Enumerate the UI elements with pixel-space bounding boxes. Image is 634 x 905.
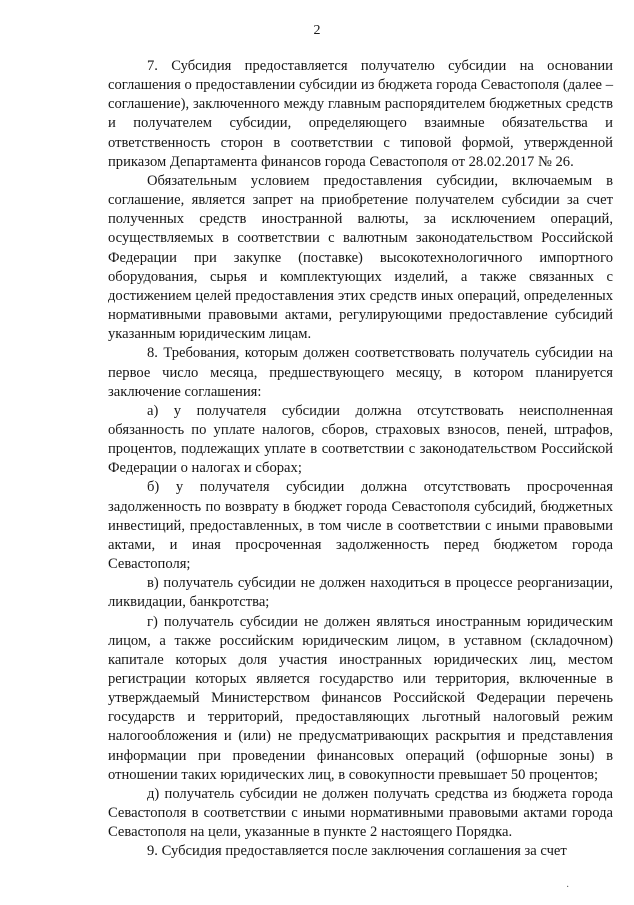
paragraph-7: 7. Субсидия предоставляется получателю субсидии на основании соглашения о предоставлении субсидии из бюджета города Севастополя (далее – соглашение), заключенного между главным распорядителем бюджетных средств и получателем субсидии, определяющего взаимные обязательства и ответственность сторон в соответствии с типовой формой, утвержденной приказом Департамента финансов города Севастополя от 28.02.2017 № 26. [108,58,613,170]
subparagraph-v: в) получатель субсидии не должен находиться в процессе реорганизации, ликвидации, банкротства; [108,575,613,611]
subparagraph-b: б) у получателя субсидии должна отсутствовать просроченная задолженность по возврату в бюджет города Севастополя субсидий, бюджетных инвестиций, предоставленных, в том числе в соответствии с иными правовыми актами, и иная просроченная задолженность перед бюджетом города Севастополя; [108,479,613,573]
paragraph-9: 9. Субсидия предоставляется после заключения соглашения за счет [147,843,567,860]
page-number: 2 [313,23,321,38]
document-body [108,57,613,862]
paragraph-8: 8. Требования, которым должен соответствовать получатель субсидии на первое число месяца, предшествующего месяцу, в котором планируется заключение соглашения: [108,345,613,400]
paragraph-mandatory-condition: Обязательным условием предоставления субсидии, включаемым в соглашение, является запрет на приобретение получателем субсидии за счет полученных средств иностранной валюты, за исключением операций, осуществляемых в соответствии с валютным законодательством Российской Федерации при закупке (поставке) высокотехнологичного импортного оборудования, сырья и комплектующих изделий, а также связанных с достижением целей предоставления этих средств иных операций, определенных нормативными правовыми актами, регулирующими предоставление субсидий указанным юридическим лицам. [108,172,613,343]
scan-speck: · [566,882,570,893]
subparagraph-g: г) получатель субсидии не должен являться иностранным юридическим лицом, а также российским юридическим лицом, в уставном (складочном) капитале которых доля участия иностранных юридических лиц, местом регистрации которых является государство или территория, включенные в утверждаемый Министерством финансов Российской Федерации перечень государств и территорий, предоставляющих льготный налоговый режим налогообложения и (или) не предусматривающих раскрытия и представления информации при проведении финансовых операций (офшорные зоны) в отношении таких юридических лиц, в совокупности превышает 50 процентов; [108,613,613,783]
subparagraph-a: а) у получателя субсидии должна отсутствовать неисполненная обязанность по уплате налогов, сборов, страховых взносов, пеней, штрафов, процентов, подлежащих уплате в соответствии с законодательством Российской Федерации о налогах и сборах; [108,402,613,477]
subparagraph-d: д) получатель субсидии не должен получать средства из бюджета города Севастополя в соответствии с иными нормативными правовыми актами города Севастополя на цели, указанные в пункте 2 настоящего Порядка. [108,785,613,841]
